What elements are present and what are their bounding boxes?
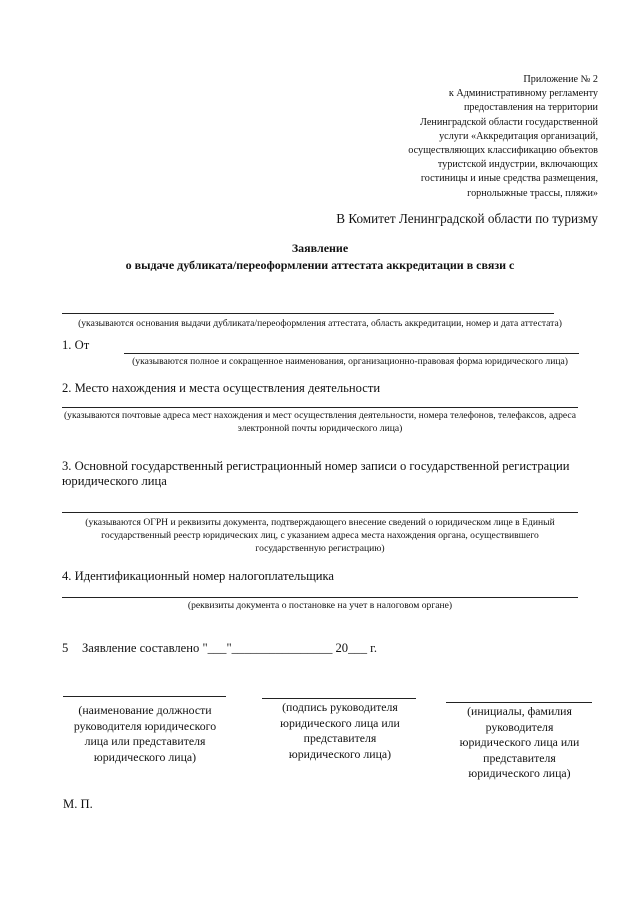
signature-caption <box>255 700 425 762</box>
appendix-line: Ленинградской области государственной <box>420 116 598 128</box>
appendix-line: осуществляющих классификацию объектов <box>408 145 598 157</box>
document-title: Заявление <box>291 241 349 255</box>
appendix-line: гостиницы и иные средства размещения, <box>420 173 598 185</box>
caption-line: юридического лица) <box>468 766 571 780</box>
item-location-label: 2. Место нахождения и места осуществления деятельности <box>62 381 381 395</box>
appendix-line: к Административному регламенту <box>448 88 598 100</box>
item-ogrn-label-2: юридического лица <box>62 474 167 488</box>
document-subtitle: о выдаче дубликата/переоформлении аттестата аккредитации в связи с <box>125 258 515 272</box>
item-inn-label: 4. Идентификационный номер налогоплательщика <box>62 569 335 583</box>
caption-line: юридического лица) <box>288 746 392 761</box>
addresses-hint-1: (указываются почтовые адреса мест нахождения и мест осуществления деятельности, номера телефонов, телефаксов, адреса <box>63 410 577 421</box>
caption-line: руководителя юридического <box>73 718 217 733</box>
appendix-block <box>358 73 598 201</box>
caption-line: юридического лица или <box>280 715 400 730</box>
location-field-line[interactable] <box>62 407 578 408</box>
appendix-line: услуги «Аккредитация организаций, <box>439 130 598 142</box>
position-signature-line[interactable] <box>63 696 226 697</box>
item-date-number: 5 <box>62 641 69 655</box>
reason-field-line[interactable] <box>62 313 554 314</box>
caption-line: представителя <box>483 750 556 765</box>
caption-line: (подпись руководителя <box>282 700 398 714</box>
addressee: В Комитет Ленинградской области по туризму <box>336 211 598 226</box>
ogrn-hint-2: государственный реестр юридических лиц, с указанием адреса места нахождения органа, осуществившего <box>101 530 539 541</box>
item-from-label: 1. От <box>62 338 90 352</box>
caption-line: представителя <box>303 731 377 745</box>
initials-caption <box>437 704 602 782</box>
appendix-line: туристской индустрии, включающих <box>437 159 598 171</box>
caption-line: (наименование должности <box>78 703 212 717</box>
caption-line: лица или представителя <box>84 734 206 748</box>
org-name-hint: (указываются полное и сокращенное наименования, организационно-правовая форма юридического лица) <box>132 356 568 367</box>
item-ogrn-label-1: 3. Основной государственный регистрационный номер записи о государственной регистрации <box>62 459 570 473</box>
ogrn-hint-3: государственную регистрацию) <box>255 543 385 554</box>
from-field-line[interactable] <box>124 353 579 354</box>
appendix-line: горнолыжные трассы, пляжи» <box>467 187 598 199</box>
addresses-hint-2: электронной почты юридического лица) <box>237 423 403 434</box>
signature-line[interactable] <box>262 698 416 699</box>
caption-line: (инициалы, фамилия <box>467 704 572 718</box>
reason-hint: (указываются основания выдачи дубликата/переоформления аттестата, область аккредитации, номер и дата аттестата) <box>78 318 562 329</box>
initials-signature-line[interactable] <box>446 702 592 703</box>
ogrn-hint-1: (указываются ОГРН и реквизиты документа, подтверждающего внесение сведений о юридическом лице в Единый <box>85 517 555 528</box>
caption-line: руководителя <box>485 719 554 734</box>
caption-line: юридического лица) <box>93 749 197 764</box>
ogrn-field-line[interactable] <box>62 512 578 513</box>
stamp-place: М. П. <box>63 797 93 811</box>
appendix-line: Приложение № 2 <box>523 74 598 85</box>
position-caption <box>55 703 235 765</box>
item-date-text: Заявление составлено "___"________________ 20___ г. <box>82 641 378 655</box>
caption-line: юридического лица или <box>459 735 580 749</box>
inn-hint: (реквизиты документа о постановке на учет в налоговом органе) <box>187 600 453 611</box>
inn-field-line[interactable] <box>62 597 578 598</box>
appendix-line: предоставления на территории <box>463 102 598 114</box>
